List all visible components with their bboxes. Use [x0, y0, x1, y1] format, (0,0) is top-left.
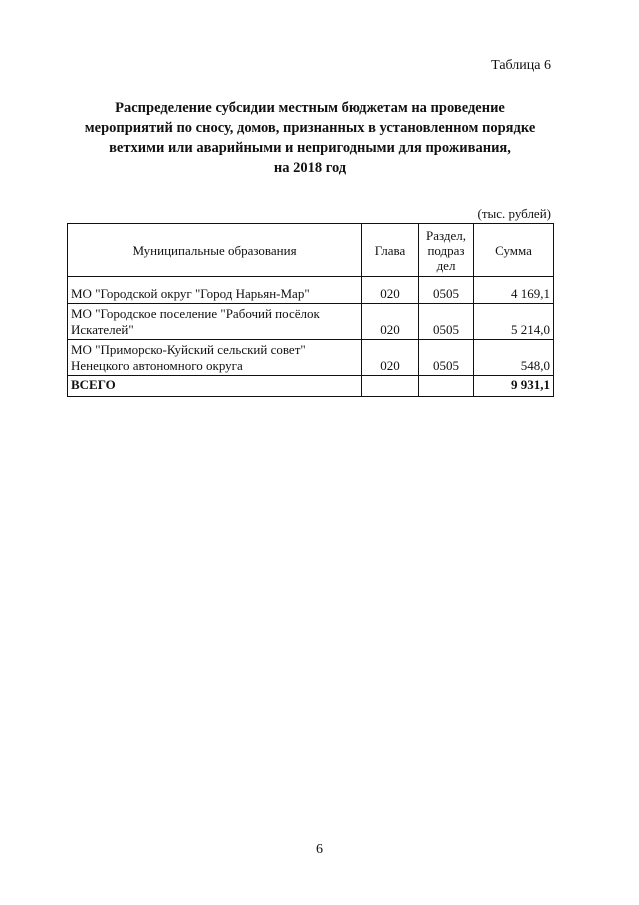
header-razdel-line: Раздел,	[425, 227, 467, 243]
header-municipalities: Муниципальные образования	[68, 224, 362, 277]
header-glava: Глава	[362, 224, 419, 277]
title-line: Распределение субсидии местным бюджетам на проведение	[115, 100, 505, 116]
title-line: мероприятий по сносу, домов, признанных в установленном порядке	[84, 120, 536, 136]
summa-cell: 4 169,1	[474, 277, 554, 304]
municipality-name	[68, 340, 362, 376]
table-total-row	[68, 376, 554, 397]
units-label: (тыс. рублей)	[477, 206, 551, 221]
table-row	[68, 277, 554, 304]
total-razdel-empty	[419, 376, 474, 397]
razdel-cell: 0505	[419, 304, 474, 340]
page-number: 6	[316, 842, 323, 857]
municipality-name	[68, 304, 362, 340]
table-number-label: Таблица 6	[491, 58, 551, 73]
municipality-name	[68, 277, 362, 304]
municipality-name-line: МО "Приморско-Куйский сельский совет"	[71, 342, 306, 357]
summa-cell: 548,0	[474, 340, 554, 376]
razdel-cell: 0505	[419, 340, 474, 376]
municipality-name-line: МО "Городское поселение "Рабочий посёлок	[71, 306, 320, 321]
header-summa: Сумма	[474, 224, 554, 277]
municipality-name-line: МО "Городской округ "Город Нарьян-Мар"	[71, 286, 310, 301]
summa-cell: 5 214,0	[474, 304, 554, 340]
total-summa: 9 931,1	[474, 376, 554, 397]
header-razdel	[419, 224, 474, 277]
municipality-name-line: Ненецкого автономного округа	[71, 358, 243, 373]
glava-cell: 020	[362, 304, 419, 340]
document-title	[60, 98, 560, 178]
razdel-cell: 0505	[419, 277, 474, 304]
subsidy-table	[67, 223, 554, 397]
header-razdel-line: дел	[436, 257, 456, 273]
glava-cell: 020	[362, 277, 419, 304]
table-row	[68, 304, 554, 340]
glava-cell: 020	[362, 340, 419, 376]
title-line: ветхими или аварийными и непригодными для проживания,	[109, 140, 511, 156]
table-header-row	[68, 224, 554, 277]
table-row	[68, 340, 554, 376]
total-glava-empty	[362, 376, 419, 397]
municipality-name-line: Искателей"	[71, 322, 134, 337]
total-label: ВСЕГО	[68, 376, 362, 397]
header-razdel-line: подраз	[427, 242, 465, 258]
title-line: на 2018 год	[273, 160, 347, 176]
